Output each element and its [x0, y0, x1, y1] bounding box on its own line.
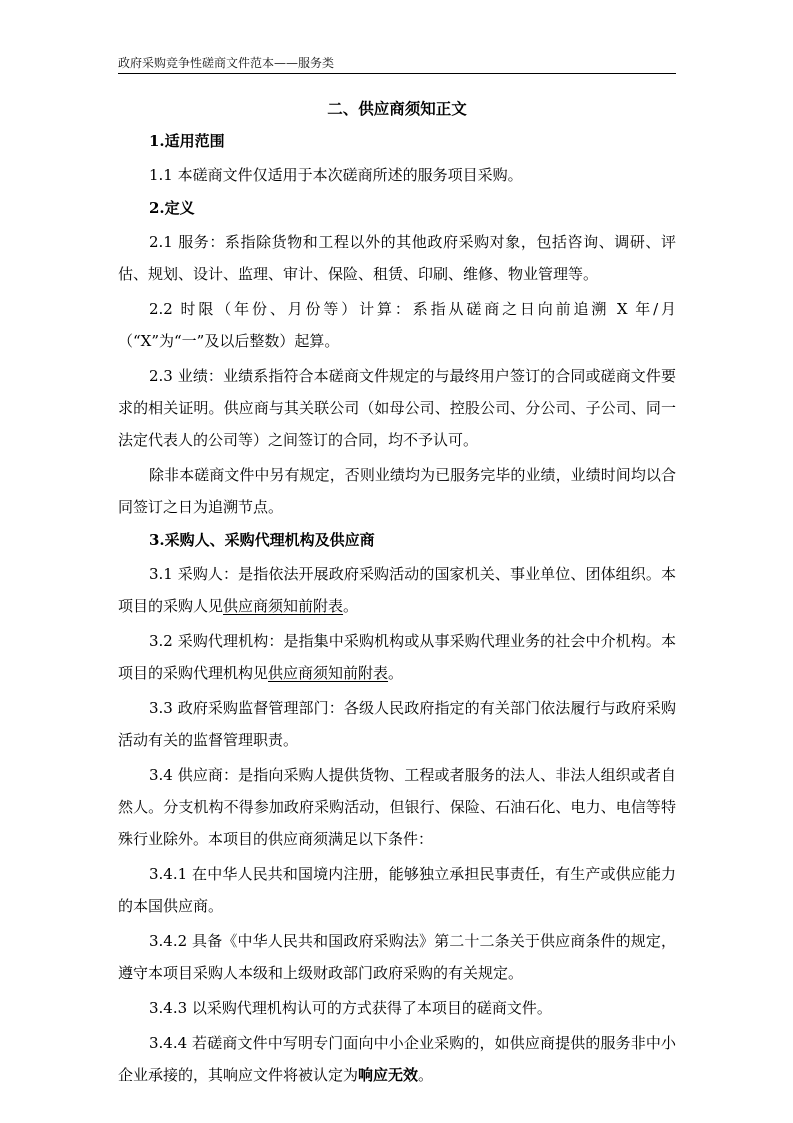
paragraph-3-4-4-text: 3.4.4 若磋商文件中写明专门面向中小企业采购的，如供应商提供的服务非中小企业承接的，其响应文件将被认定为 [118, 1034, 676, 1084]
document-body [118, 96, 676, 1094]
heading-parties: 3.采购人、采购代理机构及供应商 [149, 531, 375, 549]
heading-definitions: 2.定义 [149, 199, 195, 217]
paragraph-3-4-4-end: 。 [418, 1066, 434, 1084]
reference-link-3-1[interactable]: 供应商须知前附表 [223, 597, 344, 615]
paragraph-2-3: 2.3 业绩：业绩系指符合本磋商文件规定的与最终用户签订的合同或磋商文件要求的相关证明。供应商与其关联公司（如母公司、控股公司、分公司、子公司、同一法定代表人的公司等）之间签订的合同，均不予认可。 [118, 367, 676, 449]
paragraph-3-4-1: 3.4.1 在中华人民共和国境内注册，能够独立承担民事责任，有生产或供应能力的本国供应商。 [118, 865, 676, 915]
paragraph-3-3: 3.3 政府采购监督管理部门：各级人民政府指定的有关部门依法履行与政府采购活动有关的监督管理职责。 [118, 699, 676, 749]
paragraph-2-1: 2.1 服务：系指除货物和工程以外的其他政府采购对象，包括咨询、调研、评估、规划、设计、监理、审计、保险、租赁、印刷、维修、物业管理等。 [118, 233, 676, 283]
paragraph-3-4-2: 3.4.2 具备《中华人民共和国政府采购法》第二十二条关于供应商条件的规定，遵守本项目采购人本级和上级财政部门政府采购的有关规定。 [118, 932, 676, 982]
paragraph-3-1-end: 。 [343, 597, 359, 615]
paragraph-3-2-end: 。 [388, 664, 404, 682]
header-rule [118, 73, 676, 74]
paragraph-2-2: 2.2 时限（年份、月份等）计算：系指从磋商之日向前追溯 X 年/月（“X”为“一”及以后整数）起算。 [118, 300, 676, 350]
paragraph-3-4: 3.4 供应商：是指向采购人提供货物、工程或者服务的法人、非法人组织或者自然人。分支机构不得参加政府采购活动，但银行、保险、石油石化、电力、电信等特殊行业除外。本项目的供应商须满足以下条件： [118, 766, 676, 848]
paragraph-3-4-4 [118, 1027, 676, 1091]
paragraph-3-4-3: 3.4.3 以采购代理机构认可的方式获得了本项目的磋商文件。 [149, 999, 552, 1017]
emphasis-invalid-response: 响应无效 [358, 1066, 419, 1084]
paragraph-3-1 [118, 558, 676, 622]
heading-scope: 1.适用范围 [149, 132, 225, 150]
paragraph-3-1-text: 3.1 采购人：是指依法开展政府采购活动的国家机关、事业单位、团体组织。本项目的采购人见 [118, 565, 676, 615]
paragraph-3-2 [118, 625, 676, 689]
section-title: 二、供应商须知正文 [327, 99, 467, 118]
reference-link-3-2[interactable]: 供应商须知前附表 [268, 664, 389, 682]
paragraph-3-2-text: 3.2 采购代理机构：是指集中采购机构或从事采购代理业务的社会中介机构。本项目的采购代理机构见 [118, 632, 676, 682]
paragraph-2-3-note: 除非本磋商文件中另有规定，否则业绩均为已服务完毕的业绩，业绩时间均以合同签订之日为追溯节点。 [118, 466, 676, 516]
paragraph-1-1: 1.1 本磋商文件仅适用于本次磋商所述的服务项目采购。 [149, 166, 523, 184]
running-header: 政府采购竞争性磋商文件范本——服务类 [118, 56, 335, 70]
